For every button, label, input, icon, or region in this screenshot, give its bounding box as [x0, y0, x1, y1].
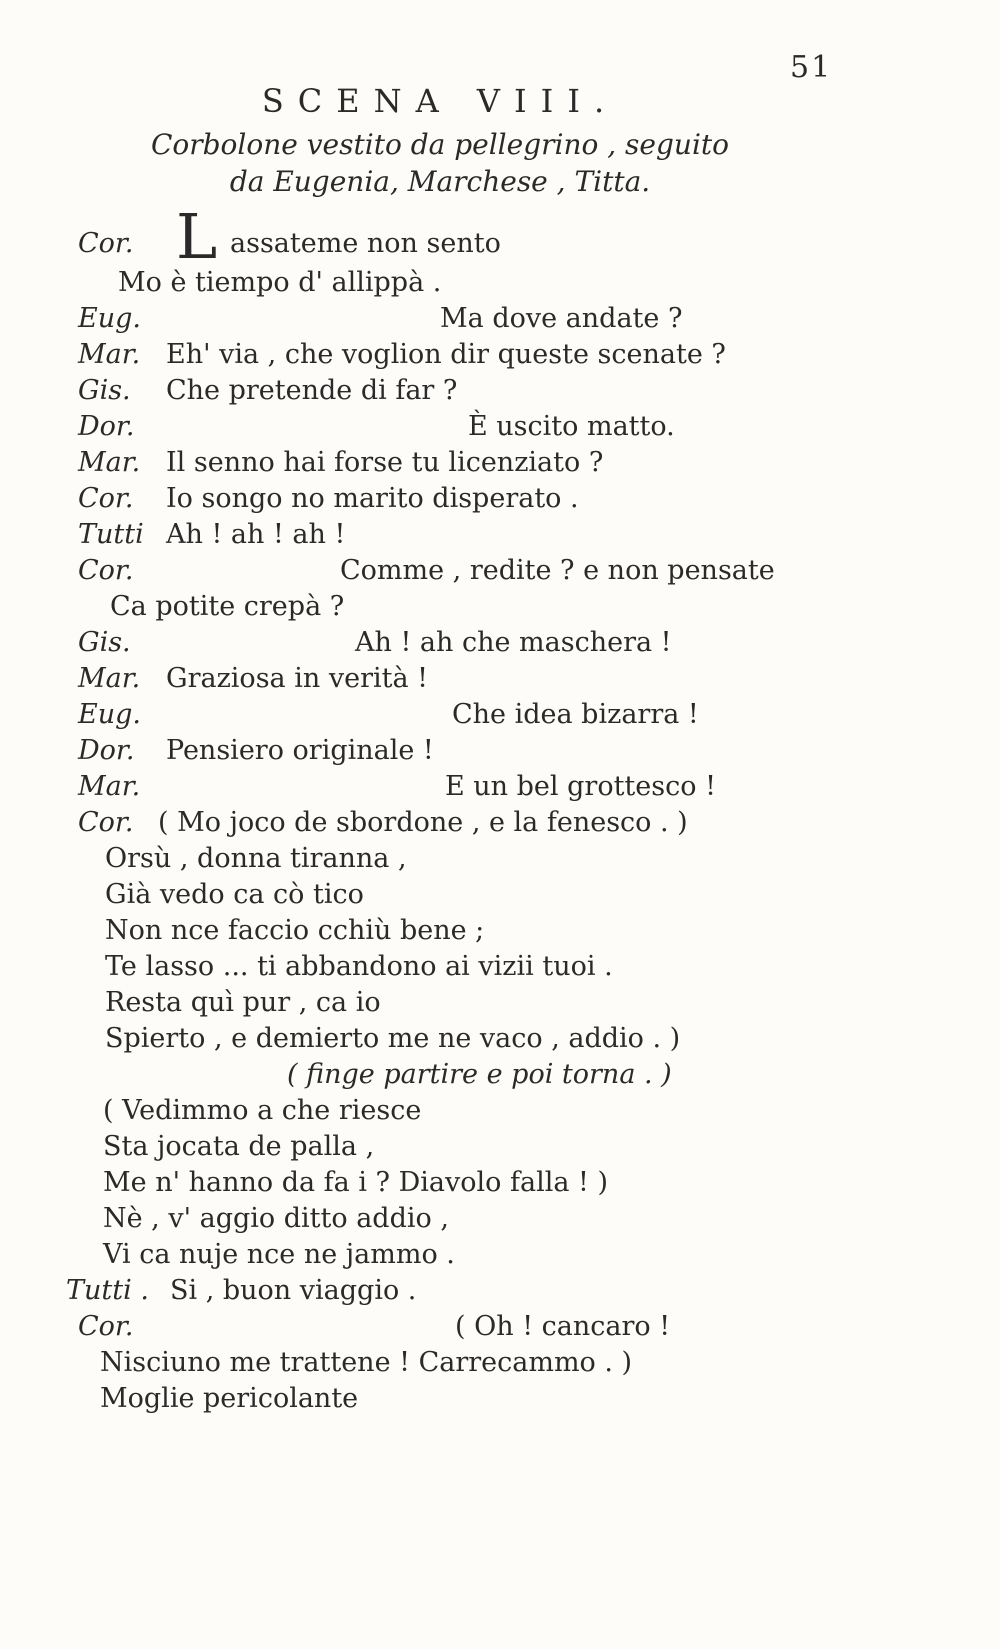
speaker-name: Cor.	[78, 1311, 134, 1342]
line-text: Si , buon viaggio .	[170, 1275, 417, 1306]
line-text: Resta quì pur , ca io	[105, 987, 381, 1018]
line-text: Già vedo ca cò tico	[105, 879, 364, 910]
line-text: Graziosa in verità !	[166, 663, 428, 694]
line-text: Nè , v' aggio ditto addio ,	[103, 1203, 449, 1234]
line-text: Pensiero originale !	[166, 735, 434, 766]
stage-direction-line-2: da Eugenia, Marchese , Titta.	[229, 165, 651, 198]
line-text: Vi ca nuje nce ne jammo .	[103, 1239, 455, 1270]
line-text: Moglie pericolante	[100, 1383, 359, 1414]
drop-cap-letter: L	[176, 200, 218, 273]
line-text: Ah ! ah ! ah !	[166, 519, 346, 550]
stage-direction-line-1: Corbolone vestito da pellegrino , seguito	[150, 128, 730, 161]
line-text: ( Oh ! cancaro !	[455, 1311, 671, 1342]
line-text: ( Vedimmo a che riesce	[103, 1095, 422, 1126]
speaker-name: Cor.	[78, 807, 134, 838]
speaker-name: Cor.	[78, 483, 134, 514]
speaker-name: Mar.	[78, 339, 141, 370]
line-text: Che idea bizarra !	[452, 699, 699, 730]
speaker-name: Gis.	[78, 375, 131, 406]
line-text: Te lasso ... ti abbandono ai vizii tuoi .	[105, 951, 613, 982]
speaker-name: Mar.	[78, 663, 141, 694]
line-text: assateme non sento	[230, 228, 501, 259]
line-text: Spierto , e demierto me ne vaco , addio . )	[105, 1023, 681, 1054]
scene-title: SCENA VIII.	[261, 82, 619, 120]
line-text: Eh' via , che voglion dir queste scenate ?	[166, 339, 726, 370]
line-text: Nisciuno me trattene ! Carrecammo . )	[100, 1347, 633, 1378]
line-text: Ca potite crepà ?	[110, 591, 345, 622]
speaker-name: Tutti .	[66, 1275, 149, 1306]
speaker-name: Cor.	[78, 228, 134, 259]
line-text: È uscito matto.	[468, 411, 675, 442]
line-text: Io songo no marito disperato .	[166, 483, 579, 514]
speaker-name: Gis.	[78, 627, 131, 658]
speaker-name: Mar.	[78, 447, 141, 478]
speaker-name: Tutti	[78, 519, 144, 550]
speaker-name: Eug.	[78, 303, 141, 334]
line-text: Non nce faccio cchiù bene ;	[105, 915, 485, 946]
line-text: Ma dove andate ?	[440, 303, 683, 334]
speaker-name: Mar.	[78, 771, 141, 802]
speaker-name: Cor.	[78, 555, 134, 586]
speaker-name: Eug.	[78, 699, 141, 730]
line-text: Sta jocata de palla ,	[103, 1131, 375, 1162]
line-text: Ah ! ah che maschera !	[355, 627, 672, 658]
speaker-name: Dor.	[78, 411, 135, 442]
line-text: ( Mo joco de sbordone , e la fenesco . )	[158, 807, 688, 838]
line-text: Mo è tiempo d' allippà .	[118, 267, 442, 298]
line-text: E un bel grottesco !	[445, 771, 716, 802]
line-text: Orsù , donna tiranna ,	[105, 843, 407, 874]
page-number: 51	[790, 50, 833, 85]
line-text: Che pretende di far ?	[166, 375, 458, 406]
line-text: Comme , redite ? e non pensate	[340, 555, 775, 586]
line-text: ( finge partire e poi torna . )	[287, 1059, 672, 1090]
line-text: Il senno hai forse tu licenziato ?	[166, 447, 604, 478]
speaker-name: Dor.	[78, 735, 135, 766]
line-text: Me n' hanno da fa i ? Diavolo falla ! )	[103, 1167, 608, 1198]
